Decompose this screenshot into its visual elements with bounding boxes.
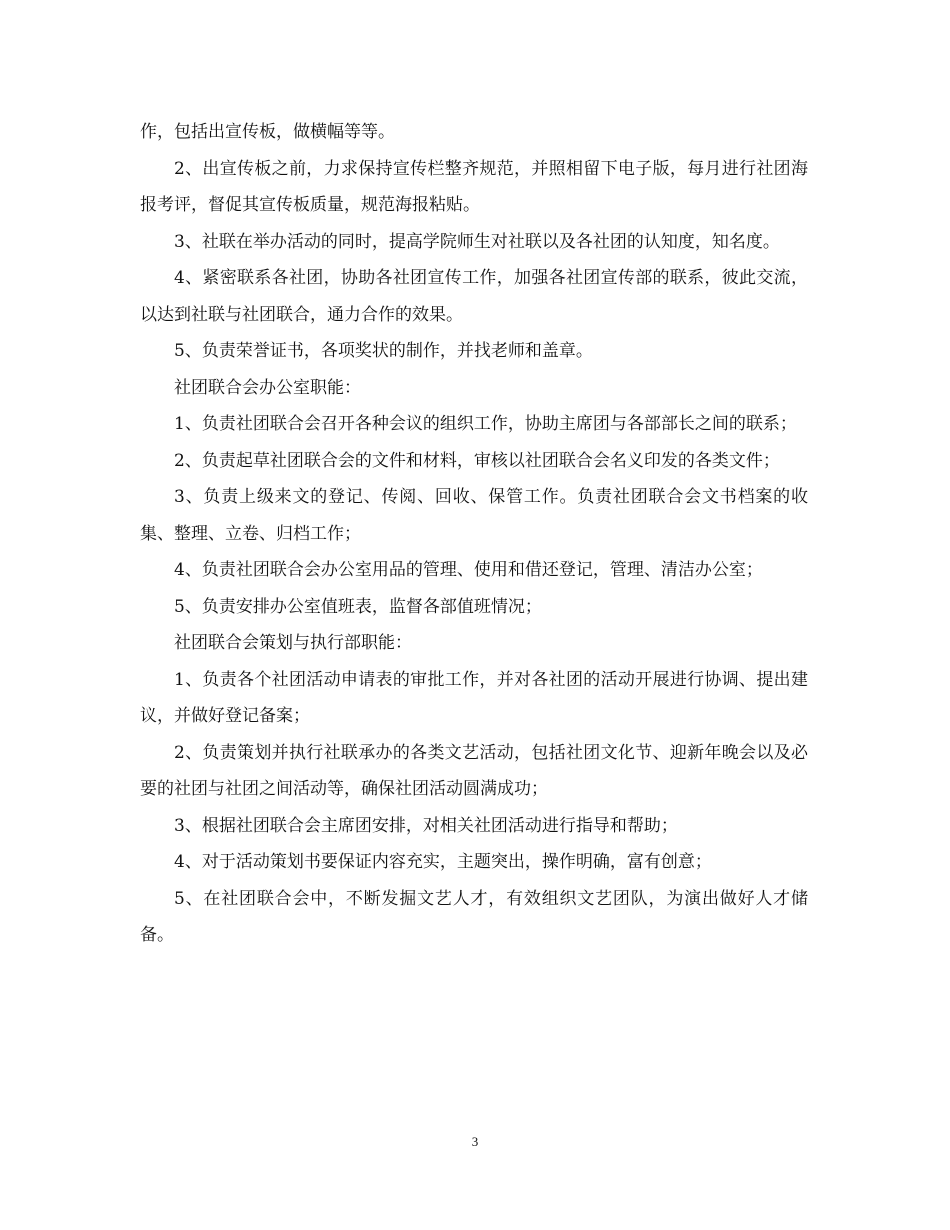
- document-body: [140, 114, 808, 954]
- paragraph: 1、负责各个社团活动申请表的审批工作，并对各社团的活动开展进行协调、提出建议，并做好登记备案；: [140, 669, 808, 726]
- paragraph: 1、负责社团联合会召开各种会议的组织工作，协助主席团与各部部长之间的联系；: [174, 414, 797, 434]
- section-heading: 社团联合会策划与执行部职能：: [174, 633, 412, 653]
- paragraph: 4、对于活动策划书要保证内容充实，主题突出，操作明确，富有创意；: [174, 852, 712, 872]
- page-number: 3: [471, 1134, 479, 1149]
- paragraph: 作，包括出宣传板，做横幅等等。: [140, 122, 395, 142]
- paragraph: 4、负责社团联合会办公室用品的管理、使用和借还登记，管理、清洁办公室；: [174, 560, 763, 580]
- paragraph: 3、根据社团联合会主席团安排，对相关社团活动进行指导和帮助；: [174, 815, 678, 836]
- paragraph: 5、负责安排办公室值班表，监督各部值班情况；: [174, 596, 542, 617]
- paragraph: 2、出宣传板之前，力求保持宣传栏整齐规范，并照相留下电子版，每月进行社团海报考评，督促其宣传板质量，规范海报粘贴。: [140, 158, 808, 215]
- section-heading: 社团联合会办公室职能：: [174, 377, 361, 398]
- paragraph: 5、在社团联合会中，不断发掘文艺人才，有效组织文艺团队，为演出做好人才储备。: [140, 888, 808, 945]
- paragraph: 5、负责荣誉证书，各项奖状的制作，并找老师和盖章。: [174, 341, 593, 361]
- paragraph: 4、紧密联系各社团，协助各社团宣传工作，加强各社团宣传部的联系，彼此交流，以达到社联与社团联合，通力合作的效果。: [140, 268, 808, 325]
- paragraph: 2、负责起草社团联合会的文件和材料，审核以社团联合会名义印发的各类文件；: [174, 450, 780, 471]
- paragraph: 3、负责上级来文的登记、传阅、回收、保管工作。负责社团联合会文书档案的收集、整理、立卷、归档工作；: [140, 487, 808, 544]
- paragraph: 3、社联在举办活动的同时，提高学院师生对社联以及各社团的认知度，知名度。: [174, 231, 780, 252]
- paragraph: 2、负责策划并执行社联承办的各类文艺活动，包括社团文化节、迎新年晚会以及必要的社团与社团之间活动等，确保社团活动圆满成功；: [140, 742, 808, 799]
